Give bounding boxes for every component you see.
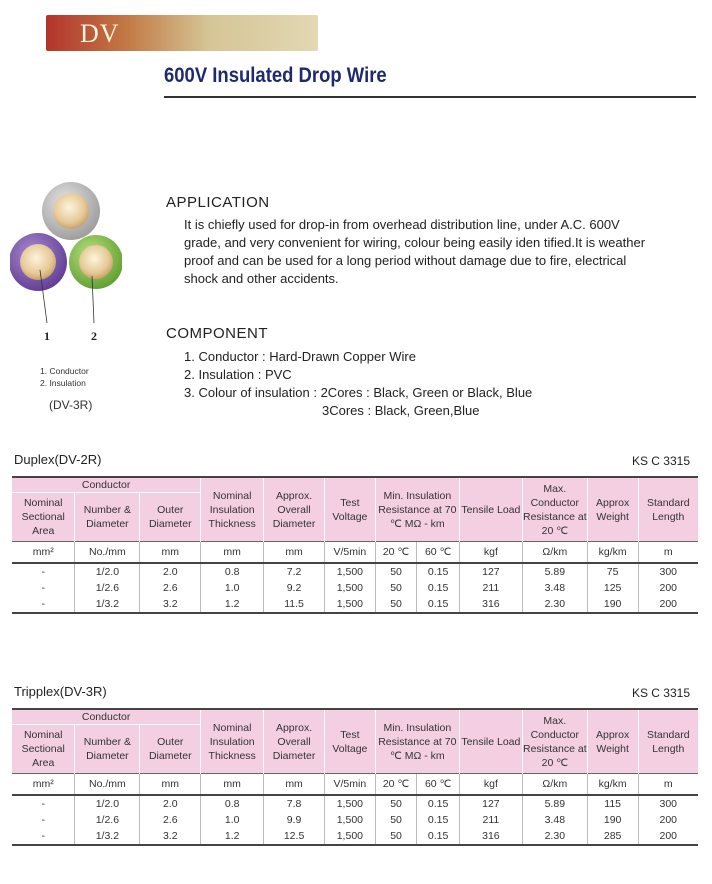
- cell: -: [41, 798, 45, 810]
- component-item: 2. Insulation : PVC: [184, 367, 292, 382]
- cell: 50: [375, 812, 417, 828]
- cell: 211: [459, 812, 522, 828]
- cell: 7.8: [264, 795, 325, 812]
- unit-cell: mm: [264, 542, 325, 564]
- table-standard-triplex: KS C 3315: [631, 686, 690, 700]
- unit-cell: Ω/km: [522, 542, 587, 564]
- table-row: [12, 828, 698, 845]
- header-insulation-thickness: Nominal Insulation Thickness: [201, 477, 264, 542]
- cell: 50: [375, 596, 417, 613]
- header-outer-diameter: Outer Diameter: [140, 493, 201, 542]
- cell: 2.0: [140, 795, 201, 812]
- header-overall-diameter: Approx. Overall Diameter: [264, 477, 325, 542]
- component-heading: COMPONENT: [166, 325, 268, 342]
- cell: 1,500: [325, 596, 376, 613]
- callout-1: 1: [44, 329, 50, 343]
- cell: 5.89: [522, 563, 587, 580]
- unit-cell: kg/km: [587, 542, 638, 564]
- header-weight: Approx Weight: [587, 709, 638, 774]
- unit-cell: No./mm: [75, 542, 140, 564]
- cell: 12.5: [264, 828, 325, 845]
- cell: 1,500: [325, 563, 376, 580]
- cell: 1.0: [201, 812, 264, 828]
- cell: 1.0: [201, 580, 264, 596]
- cell: 0.15: [417, 596, 460, 613]
- cell: 211: [459, 580, 522, 596]
- cell: 3.48: [522, 812, 587, 828]
- cell: 200: [638, 812, 698, 828]
- callout-2: 2: [91, 329, 97, 343]
- cell: 9.9: [264, 812, 325, 828]
- unit-cell: mm: [201, 542, 264, 564]
- header-conductor: Conductor: [12, 477, 201, 493]
- cell: 1/2.0: [75, 795, 140, 812]
- cell: 50: [375, 580, 417, 596]
- header-number-diameter: Number & Diameter: [75, 725, 140, 774]
- title-divider: [164, 96, 696, 98]
- header-min-insulation: Min. Insulation Resistance at 70 ℃ MΩ - km: [375, 477, 459, 542]
- table-row: [12, 580, 698, 596]
- cell: 0.8: [201, 563, 264, 580]
- cell: 9.2: [264, 580, 325, 596]
- cell: 0.15: [417, 828, 460, 845]
- product-badge: [46, 15, 318, 51]
- unit-cell: m: [638, 774, 698, 796]
- cell: 0.15: [417, 563, 460, 580]
- unit-cell: mm: [140, 542, 201, 564]
- cell: 1/2.6: [75, 580, 140, 596]
- unit-cell: mm: [264, 774, 325, 796]
- cell: 1.2: [201, 596, 264, 613]
- cell: 1,500: [325, 812, 376, 828]
- cell: 2.30: [522, 596, 587, 613]
- badge-label: DV: [80, 19, 120, 48]
- cell: 3.48: [522, 580, 587, 596]
- application-text: [184, 216, 654, 288]
- header-length: Standard Length: [638, 477, 698, 542]
- unit-cell: 60 ℃: [417, 542, 460, 564]
- unit-cell: No./mm: [75, 774, 140, 796]
- cell: -: [12, 596, 75, 613]
- cell: 115: [587, 795, 638, 812]
- header-test-voltage: Test Voltage: [325, 709, 376, 774]
- figure-legend: [40, 365, 89, 389]
- cell: 1,500: [325, 828, 376, 845]
- cell: 3.2: [140, 828, 201, 845]
- component-item: 3Cores : Black, Green,Blue: [322, 403, 480, 418]
- cell: 300: [638, 795, 698, 812]
- application-heading: APPLICATION: [166, 194, 270, 211]
- cell: -: [41, 582, 45, 594]
- unit-cell: mm²: [12, 774, 75, 796]
- table-row: [12, 795, 698, 812]
- cell: -: [41, 566, 45, 578]
- header-number-diameter: Number & Diameter: [75, 493, 140, 542]
- cell: 11.5: [264, 596, 325, 613]
- cell: 0.8: [201, 795, 264, 812]
- spec-table-triplex: [12, 708, 698, 846]
- header-nominal-area: Nominal Sectional Area: [12, 725, 75, 774]
- cell: 50: [375, 563, 417, 580]
- cell: 316: [459, 596, 522, 613]
- cell: 50: [375, 828, 417, 845]
- header-tensile-load: Tensile Load: [459, 709, 522, 774]
- header-weight: Approx Weight: [587, 477, 638, 542]
- unit-cell: 20 ℃: [375, 542, 417, 564]
- text-line: grade, and very convenient for wiring, colour being easily iden tified.It is weather: [184, 235, 646, 250]
- cell: -: [12, 828, 75, 845]
- text-line: shock and other accidents.: [184, 271, 339, 286]
- unit-cell: Ω/km: [522, 774, 587, 796]
- unit-cell: kg/km: [587, 774, 638, 796]
- header-conductor: Conductor: [12, 709, 201, 725]
- header-length: Standard Length: [638, 709, 698, 774]
- unit-cell: mm: [201, 774, 264, 796]
- table-standard-duplex: KS C 3315: [631, 454, 690, 468]
- cell: 285: [587, 828, 638, 845]
- text-line: It is chiefly used for drop-in from overhead distribution line, under A.C. 600V: [184, 217, 620, 232]
- table-row: [12, 596, 698, 613]
- cell: 2.6: [140, 812, 201, 828]
- legend-item: 1. Conductor: [40, 366, 89, 376]
- unit-cell: V/5min: [325, 542, 376, 564]
- unit-cell: V/5min: [325, 774, 376, 796]
- cell: 200: [638, 596, 698, 613]
- unit-cell: mm²: [12, 542, 75, 564]
- cell: 2.6: [140, 580, 201, 596]
- cell: 1/3.2: [75, 828, 140, 845]
- cell: 3.2: [140, 596, 201, 613]
- header-test-voltage: Test Voltage: [325, 477, 376, 542]
- figure-code: (DV-3R): [49, 398, 93, 412]
- cell: 1/2.6: [75, 812, 140, 828]
- table-row: [12, 563, 698, 580]
- cell: 75: [587, 563, 638, 580]
- unit-cell: 20 ℃: [375, 774, 417, 796]
- text-line: proof and can be used for a long period without damage due to fire, electrical: [184, 253, 627, 268]
- unit-cell: 60 ℃: [417, 774, 460, 796]
- cell: 1,500: [325, 580, 376, 596]
- table-row: [12, 812, 698, 828]
- legend-item: 2. Insulation: [40, 378, 86, 388]
- cell: 5.89: [522, 795, 587, 812]
- cell: 0.15: [417, 812, 460, 828]
- cell: -: [41, 814, 45, 826]
- cell: 200: [638, 580, 698, 596]
- table-caption-duplex: Duplex(DV-2R): [14, 452, 102, 467]
- cable-cross-section-image: [10, 178, 122, 350]
- cell: 0.15: [417, 795, 460, 812]
- spec-table-duplex: [12, 476, 698, 614]
- cell: 2.0: [140, 563, 201, 580]
- cell: 190: [587, 812, 638, 828]
- cell: 300: [638, 563, 698, 580]
- table-caption-triplex: Tripplex(DV-3R): [14, 684, 107, 699]
- component-item: 1. Conductor : Hard-Drawn Copper Wire: [184, 349, 416, 364]
- cell: 200: [638, 828, 698, 845]
- cell: 1.2: [201, 828, 264, 845]
- header-min-insulation: Min. Insulation Resistance at 70 ℃ MΩ - km: [375, 709, 459, 774]
- header-insulation-thickness: Nominal Insulation Thickness: [201, 709, 264, 774]
- cell: 127: [459, 795, 522, 812]
- cell: 0.15: [417, 580, 460, 596]
- cell: 7.2: [264, 563, 325, 580]
- unit-cell: mm: [140, 774, 201, 796]
- cell: 316: [459, 828, 522, 845]
- header-conductor-resistance: Max. Conductor Resistance at 20 ℃: [522, 477, 587, 542]
- header-overall-diameter: Approx. Overall Diameter: [264, 709, 325, 774]
- component-item: 3. Colour of insulation : 2Cores : Black, Green or Black, Blue: [184, 385, 533, 400]
- unit-cell: kgf: [459, 774, 522, 796]
- component-list: [184, 348, 532, 420]
- cell: 190: [587, 596, 638, 613]
- cell: 50: [375, 795, 417, 812]
- cell: 2.30: [522, 828, 587, 845]
- cell: 1,500: [325, 795, 376, 812]
- cell: 125: [587, 580, 638, 596]
- unit-cell: m: [638, 542, 698, 564]
- header-outer-diameter: Outer Diameter: [140, 725, 201, 774]
- cell: 127: [459, 563, 522, 580]
- header-tensile-load: Tensile Load: [459, 477, 522, 542]
- cell: 1/2.0: [75, 563, 140, 580]
- page-title: 600V Insulated Drop Wire: [164, 64, 387, 87]
- header-conductor-resistance: Max. Conductor Resistance at 20 ℃: [522, 709, 587, 774]
- unit-cell: kgf: [459, 542, 522, 564]
- header-nominal-area: Nominal Sectional Area: [12, 493, 75, 542]
- cell: 1/3.2: [75, 596, 140, 613]
